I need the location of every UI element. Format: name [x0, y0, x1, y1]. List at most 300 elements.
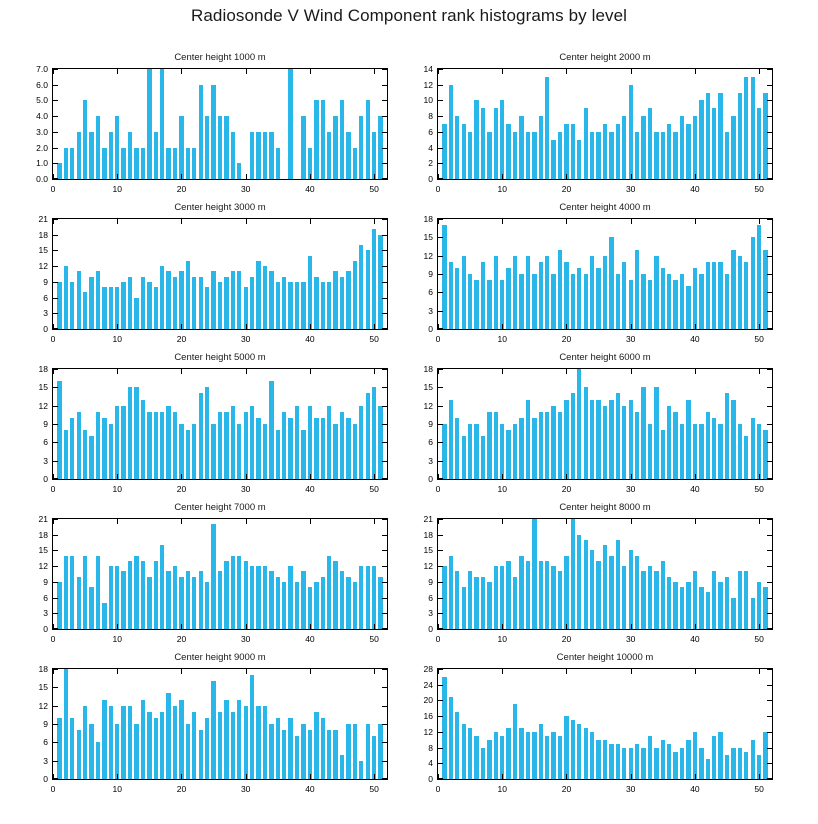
x-axis-label: 40 — [690, 184, 700, 194]
x-axis-label: 0 — [50, 634, 56, 644]
y-axis-tick-right — [767, 763, 772, 764]
x-axis-label: 20 — [176, 484, 187, 494]
histogram-bar — [661, 268, 665, 329]
histogram-bar — [763, 250, 767, 329]
y-axis-tick-right — [382, 761, 387, 762]
histogram-bar — [500, 100, 504, 179]
y-axis-tick-right — [767, 424, 772, 425]
x-axis-tick-top — [117, 219, 118, 224]
histogram-bar — [250, 132, 254, 179]
x-axis-tick-top — [181, 519, 182, 524]
y-axis-label: 18 — [38, 364, 48, 374]
histogram-bar — [474, 736, 478, 779]
histogram-bar — [654, 256, 658, 329]
histogram-bar — [635, 744, 639, 779]
x-axis-tick — [374, 324, 375, 329]
histogram-bar — [372, 387, 376, 479]
x-axis-label: 40 — [305, 634, 315, 644]
x-axis-tick — [181, 174, 182, 179]
histogram-bar — [629, 280, 633, 329]
histogram-bar — [199, 571, 203, 629]
y-axis-label: 3 — [43, 608, 48, 619]
x-axis-tick-top — [502, 219, 503, 224]
histogram-bar — [449, 262, 453, 329]
plot-area — [437, 68, 773, 180]
histogram-bar — [564, 716, 568, 779]
histogram-bar — [301, 724, 305, 779]
histogram-bar — [327, 730, 331, 779]
histogram-bar — [545, 77, 549, 179]
histogram-bar — [673, 280, 677, 329]
histogram-bar — [346, 577, 350, 629]
histogram-bar — [648, 736, 652, 779]
histogram-bar — [192, 148, 196, 179]
histogram-bar — [468, 132, 472, 179]
histogram-bar — [366, 100, 370, 179]
histogram-bar — [224, 561, 228, 629]
histogram-bar — [109, 706, 113, 779]
histogram-bar — [115, 287, 119, 329]
histogram-bar — [455, 712, 459, 779]
x-axis-label: 40 — [690, 484, 700, 494]
histogram-bar — [96, 556, 100, 629]
histogram-bar — [596, 268, 600, 329]
y-axis-tick-right — [767, 598, 772, 599]
panel-title: Center height 10000 m — [556, 652, 654, 663]
histogram-bar — [288, 282, 292, 329]
histogram-bar — [359, 566, 363, 629]
histogram-bar — [121, 571, 125, 629]
histogram-bar — [83, 430, 87, 479]
y-axis-tick-right — [382, 116, 387, 117]
histogram-bar — [269, 381, 273, 479]
histogram-bar — [70, 148, 74, 179]
x-axis-tick — [695, 774, 696, 779]
x-axis-label: 40 — [305, 784, 315, 794]
histogram-bar — [661, 740, 665, 779]
histogram-bar — [154, 132, 158, 179]
histogram-bar — [269, 271, 273, 329]
histogram-bar — [551, 274, 555, 329]
y-axis-tick-right — [767, 461, 772, 462]
y-axis-label: 0 — [428, 324, 433, 334]
y-axis-label: 2 — [428, 158, 433, 169]
y-axis-tick-right — [767, 778, 772, 779]
histogram-bar — [468, 274, 472, 329]
x-axis-tick — [759, 474, 760, 479]
histogram-bar — [321, 282, 325, 329]
x-axis-tick-top — [246, 669, 247, 674]
histogram-bar — [442, 424, 446, 479]
histogram-bar — [693, 268, 697, 329]
y-axis-tick-right — [382, 742, 387, 743]
histogram-bar — [494, 566, 498, 629]
histogram-bar — [77, 271, 81, 329]
y-axis-tick-right — [767, 328, 772, 329]
histogram-bar — [635, 412, 639, 479]
histogram-bar — [340, 100, 344, 179]
histogram-bar — [141, 277, 145, 329]
histogram-bar — [680, 116, 684, 179]
histogram-bar — [571, 519, 575, 629]
histogram-bar — [250, 406, 254, 479]
histogram-bar — [340, 571, 344, 629]
histogram-bar — [64, 669, 68, 779]
y-axis-label: 0 — [428, 174, 433, 184]
y-axis-tick-right — [382, 85, 387, 86]
x-axis-tick-top — [759, 219, 760, 224]
plot-area — [437, 518, 773, 630]
x-axis-tick-top — [759, 669, 760, 674]
histogram-bar — [558, 736, 562, 779]
y-axis-label: 0 — [43, 474, 48, 484]
x-axis-tick-top — [631, 69, 632, 74]
histogram-bar — [494, 732, 498, 779]
histogram-bar — [744, 571, 748, 629]
histogram-bar — [102, 700, 106, 779]
y-axis-tick-right — [382, 478, 387, 479]
histogram-bar — [558, 132, 562, 179]
x-axis-tick — [181, 774, 182, 779]
histogram-bar — [654, 571, 658, 629]
plot-area — [437, 218, 773, 330]
x-axis-tick — [759, 624, 760, 629]
histogram-bar — [141, 148, 145, 179]
histogram-bar — [109, 132, 113, 179]
histogram-bar — [372, 736, 376, 779]
histogram-bar — [487, 740, 491, 779]
y-axis-tick — [438, 237, 443, 238]
histogram-bar — [269, 132, 273, 179]
y-axis-tick-right — [767, 148, 772, 149]
x-axis-label: 20 — [176, 634, 187, 644]
histogram-bar — [378, 724, 382, 779]
histogram-bar — [494, 108, 498, 179]
y-axis-tick-right — [382, 132, 387, 133]
histogram-bar — [667, 124, 671, 179]
y-axis-label: 21 — [423, 514, 433, 524]
histogram-bar — [147, 69, 151, 179]
histogram-bar — [551, 140, 555, 179]
histogram-bar — [738, 256, 742, 329]
histogram-bar — [706, 93, 710, 179]
y-axis-label: 15 — [423, 232, 433, 243]
histogram-bar — [609, 400, 613, 479]
histogram-bar — [57, 163, 61, 179]
y-axis-tick-right — [767, 85, 772, 86]
y-axis-tick — [438, 311, 443, 312]
y-axis-tick — [438, 100, 443, 101]
x-axis-label: 30 — [240, 184, 251, 194]
histogram-bar — [506, 124, 510, 179]
y-axis-label: 1.0 — [36, 158, 48, 169]
panel-title: Center height 3000 m — [174, 202, 266, 213]
histogram-bar — [584, 728, 588, 779]
x-axis-label: 30 — [625, 484, 636, 494]
histogram-bar — [693, 732, 697, 779]
histogram-bar — [500, 566, 504, 629]
histogram-bar — [654, 132, 658, 179]
x-axis-label: 40 — [305, 184, 315, 194]
x-axis-label: 50 — [369, 784, 379, 794]
histogram-bar — [237, 163, 241, 179]
y-axis-label: 18 — [38, 664, 48, 674]
x-axis-tick — [310, 624, 311, 629]
plot-area — [52, 218, 388, 330]
histogram-bar — [596, 400, 600, 479]
histogram-bar — [584, 387, 588, 479]
x-axis-label: 50 — [754, 634, 764, 644]
histogram-bar — [686, 286, 690, 329]
histogram-bar — [545, 736, 549, 779]
x-axis-tick — [438, 624, 439, 629]
histogram-bar — [160, 69, 164, 179]
histogram-bar — [121, 706, 125, 779]
x-axis-tick — [117, 474, 118, 479]
histogram-bar — [757, 424, 761, 479]
y-axis-label: 28 — [423, 664, 433, 674]
histogram-bar — [372, 229, 376, 329]
histogram-bar — [218, 412, 222, 479]
y-axis-label: 7.0 — [36, 64, 48, 74]
histogram-bar — [577, 140, 581, 179]
histogram-bar — [551, 732, 555, 779]
histogram-bar — [89, 724, 93, 779]
x-axis-label: 30 — [625, 634, 636, 644]
histogram-bar — [192, 712, 196, 779]
histogram-bar — [545, 256, 549, 329]
y-axis-tick-right — [767, 613, 772, 614]
y-axis-tick-right — [767, 116, 772, 117]
histogram-bar — [70, 282, 74, 329]
histogram-bar — [141, 700, 145, 779]
x-axis-tick — [53, 324, 54, 329]
histogram-bar — [121, 148, 125, 179]
histogram-bar — [757, 582, 761, 629]
histogram-bar — [661, 561, 665, 629]
histogram-bar — [481, 436, 485, 479]
histogram-bar — [667, 577, 671, 629]
histogram-bar — [641, 116, 645, 179]
histogram-bar — [551, 406, 555, 479]
histogram-bar — [83, 556, 87, 629]
y-axis-tick-right — [767, 132, 772, 133]
histogram-bar — [102, 603, 106, 629]
x-axis-tick-top — [117, 369, 118, 374]
y-axis-tick-right — [767, 732, 772, 733]
y-axis-tick — [438, 582, 443, 583]
panel-title: Center height 4000 m — [559, 202, 651, 213]
x-axis-label: 10 — [112, 484, 122, 494]
histogram-bar — [224, 700, 228, 779]
histogram-bar — [609, 556, 613, 629]
x-axis-tick-top — [310, 369, 311, 374]
histogram-bar — [263, 706, 267, 779]
histogram-bar — [673, 412, 677, 479]
histogram-bar — [648, 424, 652, 479]
x-axis-tick — [631, 624, 632, 629]
x-axis-label: 10 — [497, 634, 507, 644]
histogram-bar — [706, 412, 710, 479]
page-title: Radiosonde V Wind Component rank histograms by level — [190, 6, 628, 25]
histogram-bar — [333, 271, 337, 329]
x-axis-tick-top — [117, 69, 118, 74]
histogram-bar — [596, 561, 600, 629]
y-axis-tick — [438, 566, 443, 567]
bar-series — [438, 519, 772, 629]
y-axis-tick — [53, 235, 58, 236]
x-axis-tick — [566, 174, 567, 179]
histogram-bar — [712, 418, 716, 479]
y-axis-label: 12 — [38, 400, 48, 411]
y-axis-tick — [438, 700, 443, 701]
histogram-bar — [333, 116, 337, 179]
histogram-bar — [468, 424, 472, 479]
x-axis-tick-top — [502, 519, 503, 524]
histogram-bar — [455, 268, 459, 329]
histogram-bar — [590, 256, 594, 329]
histogram-bar — [314, 100, 318, 179]
histogram-bar — [218, 116, 222, 179]
histogram-bar — [333, 730, 337, 779]
histogram-bar — [539, 262, 543, 329]
histogram-bar — [154, 561, 158, 629]
histogram-bar — [211, 681, 215, 779]
histogram-bar — [282, 582, 286, 629]
histogram-bar — [462, 256, 466, 329]
histogram-bar — [199, 277, 203, 329]
plot-area — [437, 668, 773, 780]
y-axis-label: 8 — [428, 111, 433, 122]
bar-series — [438, 669, 772, 779]
histogram-bar — [64, 148, 68, 179]
y-axis-tick — [53, 461, 58, 462]
histogram-bar — [706, 592, 710, 629]
x-axis-tick — [246, 174, 247, 179]
y-axis-tick — [53, 100, 58, 101]
histogram-bar — [276, 430, 280, 479]
y-axis-label: 9 — [43, 276, 48, 287]
y-axis-tick — [53, 442, 58, 443]
x-axis-tick — [566, 324, 567, 329]
histogram-bar — [622, 262, 626, 329]
y-axis-tick-right — [767, 163, 772, 164]
histogram-bar — [134, 298, 138, 329]
histogram-bar — [680, 424, 684, 479]
histogram-bar — [718, 424, 722, 479]
x-axis-label: 30 — [240, 784, 251, 794]
histogram-bar — [231, 406, 235, 479]
histogram-bar — [500, 736, 504, 779]
y-axis-tick-right — [382, 282, 387, 283]
histogram-bar — [57, 718, 61, 779]
y-axis-tick — [53, 598, 58, 599]
histogram-bar — [64, 556, 68, 629]
y-axis-label: 6 — [43, 437, 48, 448]
y-axis-label: 6 — [428, 592, 433, 603]
histogram-bar — [731, 250, 735, 329]
x-axis-tick-top — [310, 519, 311, 524]
y-axis-label: 6 — [43, 292, 48, 303]
y-axis-label: 9 — [43, 719, 48, 729]
y-axis-label: 6.0 — [36, 79, 48, 90]
histogram-bar — [725, 274, 729, 329]
histogram-bar — [359, 406, 363, 479]
y-axis-label: 16 — [423, 711, 433, 722]
x-axis-tick — [695, 624, 696, 629]
plot-area — [437, 368, 773, 480]
x-axis-tick-top — [310, 669, 311, 674]
y-axis-tick — [53, 313, 58, 314]
x-axis-label: 10 — [497, 784, 507, 794]
histogram-bar — [468, 728, 472, 779]
histogram-bar — [301, 116, 305, 179]
histogram-bar — [731, 748, 735, 779]
y-axis-tick — [438, 685, 443, 686]
x-axis-tick — [566, 624, 567, 629]
x-axis-label: 20 — [176, 184, 187, 194]
y-axis-tick — [53, 132, 58, 133]
histogram-bar — [757, 108, 761, 179]
x-axis-tick-top — [374, 69, 375, 74]
x-axis-label: 20 — [561, 334, 572, 344]
y-axis-tick-right — [382, 328, 387, 329]
histogram-bar — [667, 744, 671, 779]
histogram-bar — [102, 148, 106, 179]
histogram-bar — [154, 287, 158, 329]
histogram-bar — [519, 556, 523, 629]
x-axis-tick-top — [695, 669, 696, 674]
x-axis-label: 30 — [625, 184, 636, 194]
y-axis-tick — [438, 442, 443, 443]
x-axis-tick-top — [438, 519, 439, 524]
histogram-bar — [616, 124, 620, 179]
histogram-bar — [295, 582, 299, 629]
histogram-bar — [218, 571, 222, 629]
x-axis-tick-top — [117, 519, 118, 524]
x-axis-label: 20 — [176, 334, 187, 344]
histogram-bar — [513, 424, 517, 479]
x-axis-tick — [374, 474, 375, 479]
x-axis-tick-top — [246, 369, 247, 374]
histogram-bar — [147, 577, 151, 629]
x-axis-tick-top — [374, 369, 375, 374]
x-axis-tick-top — [53, 369, 54, 374]
histogram-bar — [224, 116, 228, 179]
y-axis-label: 3 — [43, 755, 48, 766]
histogram-bar — [218, 712, 222, 779]
histogram-bar — [276, 148, 280, 179]
x-axis-tick — [53, 774, 54, 779]
y-axis-label: 9 — [43, 419, 48, 429]
histogram-bar — [481, 577, 485, 629]
histogram-bar — [186, 261, 190, 329]
histogram-bar — [102, 287, 106, 329]
x-axis-tick — [502, 474, 503, 479]
y-axis-label: 18 — [423, 529, 433, 540]
histogram-bar — [96, 271, 100, 329]
x-axis-label: 10 — [497, 184, 507, 194]
x-axis-label: 0 — [50, 784, 56, 794]
histogram-bar — [160, 545, 164, 629]
x-axis-label: 0 — [435, 184, 441, 194]
histogram-bar — [64, 266, 68, 329]
histogram-bar — [288, 69, 292, 179]
histogram-bar — [545, 412, 549, 479]
x-axis-tick-top — [181, 69, 182, 74]
histogram-bar — [731, 598, 735, 629]
histogram-bar — [224, 412, 228, 479]
